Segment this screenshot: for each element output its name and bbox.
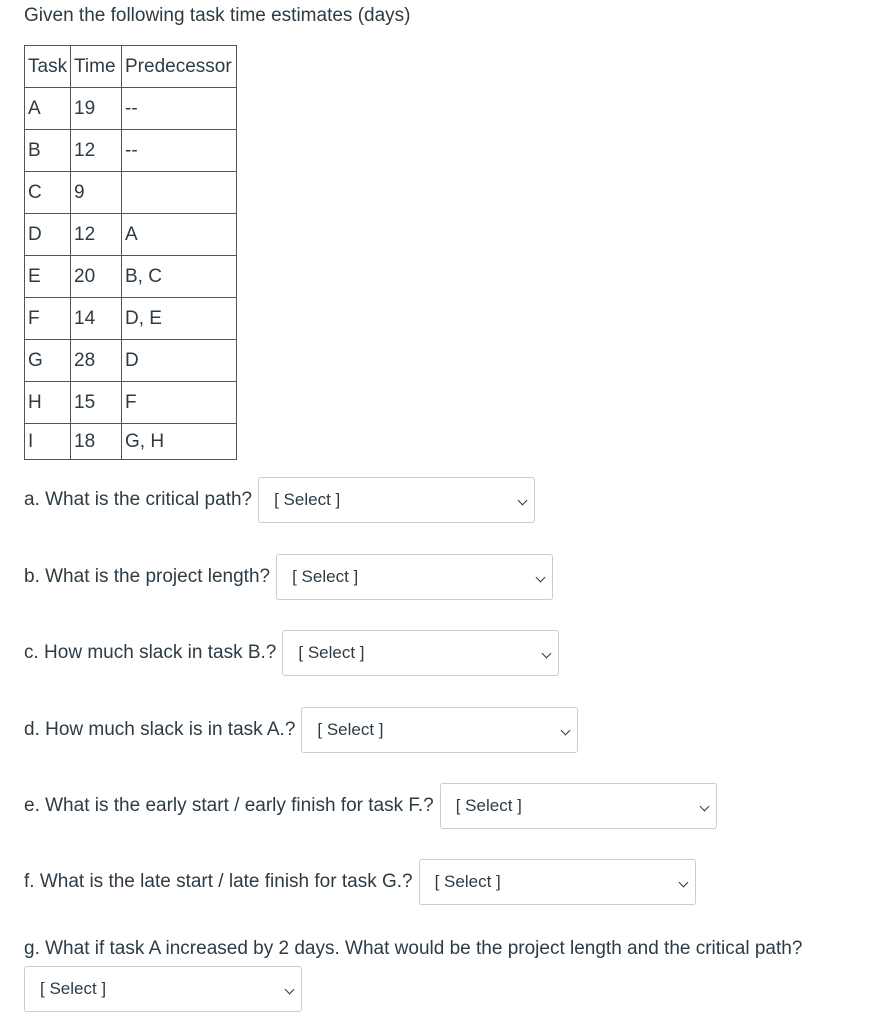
cell-predecessor: A — [122, 214, 237, 256]
task-table — [24, 45, 237, 460]
question-a — [24, 477, 535, 523]
question-b-text: b. What is the project length? — [24, 566, 271, 587]
cell-task: I — [25, 424, 71, 460]
chevron-down-icon — [536, 573, 546, 583]
table-row — [25, 298, 237, 340]
cell-time: 9 — [71, 172, 122, 214]
cell-predecessor: B, C — [122, 256, 237, 298]
chevron-down-icon — [699, 802, 709, 812]
select-value: [ Select ] — [434, 872, 501, 891]
cell-time: 18 — [71, 424, 122, 460]
table-row — [25, 424, 237, 460]
chevron-down-icon — [542, 649, 552, 659]
question-e-text: e. What is the early start / early finish for task F.? — [24, 795, 434, 816]
chevron-down-icon — [518, 496, 528, 506]
critical-path-select[interactable] — [258, 477, 535, 523]
project-length-select[interactable] — [276, 554, 553, 600]
question-a-text: a. What is the critical path? — [24, 489, 253, 510]
cell-task: A — [25, 88, 71, 130]
select-value: [ Select ] — [317, 720, 384, 739]
select-value: [ Select ] — [455, 796, 522, 815]
header-task: Task — [25, 46, 71, 88]
cell-task: D — [25, 214, 71, 256]
cell-predecessor: -- — [122, 130, 237, 172]
question-d-text: d. How much slack is in task A.? — [24, 719, 296, 740]
cell-time: 20 — [71, 256, 122, 298]
cell-task: G — [25, 340, 71, 382]
select-value: [ Select ] — [292, 567, 359, 586]
cell-task: E — [25, 256, 71, 298]
slack-task-a-select[interactable] — [301, 707, 578, 753]
chevron-down-icon — [678, 878, 688, 888]
cell-task: F — [25, 298, 71, 340]
table-row — [25, 130, 237, 172]
cell-task: C — [25, 172, 71, 214]
question-e — [24, 783, 717, 829]
table-row — [25, 382, 237, 424]
cell-predecessor: F — [122, 382, 237, 424]
cell-time: 28 — [71, 340, 122, 382]
slack-task-b-select[interactable] — [282, 630, 559, 676]
cell-task: H — [25, 382, 71, 424]
cell-time: 12 — [71, 130, 122, 172]
cell-time: 12 — [71, 214, 122, 256]
header-predecessor: Predecessor — [122, 46, 237, 88]
table-row — [25, 172, 237, 214]
cell-predecessor: G, H — [122, 424, 237, 460]
cell-task: B — [25, 130, 71, 172]
select-value: [ Select ] — [40, 979, 107, 998]
cell-time: 14 — [71, 298, 122, 340]
question-g-text: g. What if task A increased by 2 days. What would be the project length and the critical path? — [24, 938, 803, 959]
early-start-finish-f-select[interactable] — [440, 783, 717, 829]
late-start-finish-g-select[interactable] — [419, 859, 696, 905]
cell-time: 15 — [71, 382, 122, 424]
table-row — [25, 214, 237, 256]
question-b — [24, 554, 553, 600]
cell-predecessor: -- — [122, 88, 237, 130]
select-value: [ Select ] — [274, 490, 341, 509]
cell-predecessor: D, E — [122, 298, 237, 340]
cell-predecessor: D — [122, 340, 237, 382]
cell-time: 19 — [71, 88, 122, 130]
question-c — [24, 630, 559, 676]
select-value: [ Select ] — [298, 643, 365, 662]
chevron-down-icon — [285, 985, 295, 995]
table-row — [25, 256, 237, 298]
header-time: Time — [71, 46, 122, 88]
question-f-text: f. What is the late start / late finish for task G.? — [24, 871, 413, 892]
intro-text: Given the following task time estimates (days) — [24, 5, 411, 26]
chevron-down-icon — [561, 726, 571, 736]
table-header-row — [25, 46, 237, 88]
cell-predecessor — [122, 172, 237, 214]
table-row — [25, 88, 237, 130]
question-c-text: c. How much slack in task B.? — [24, 642, 277, 663]
question-f — [24, 859, 696, 905]
question-d — [24, 707, 578, 753]
task-a-increase-select[interactable] — [24, 966, 302, 1012]
table-row — [25, 340, 237, 382]
